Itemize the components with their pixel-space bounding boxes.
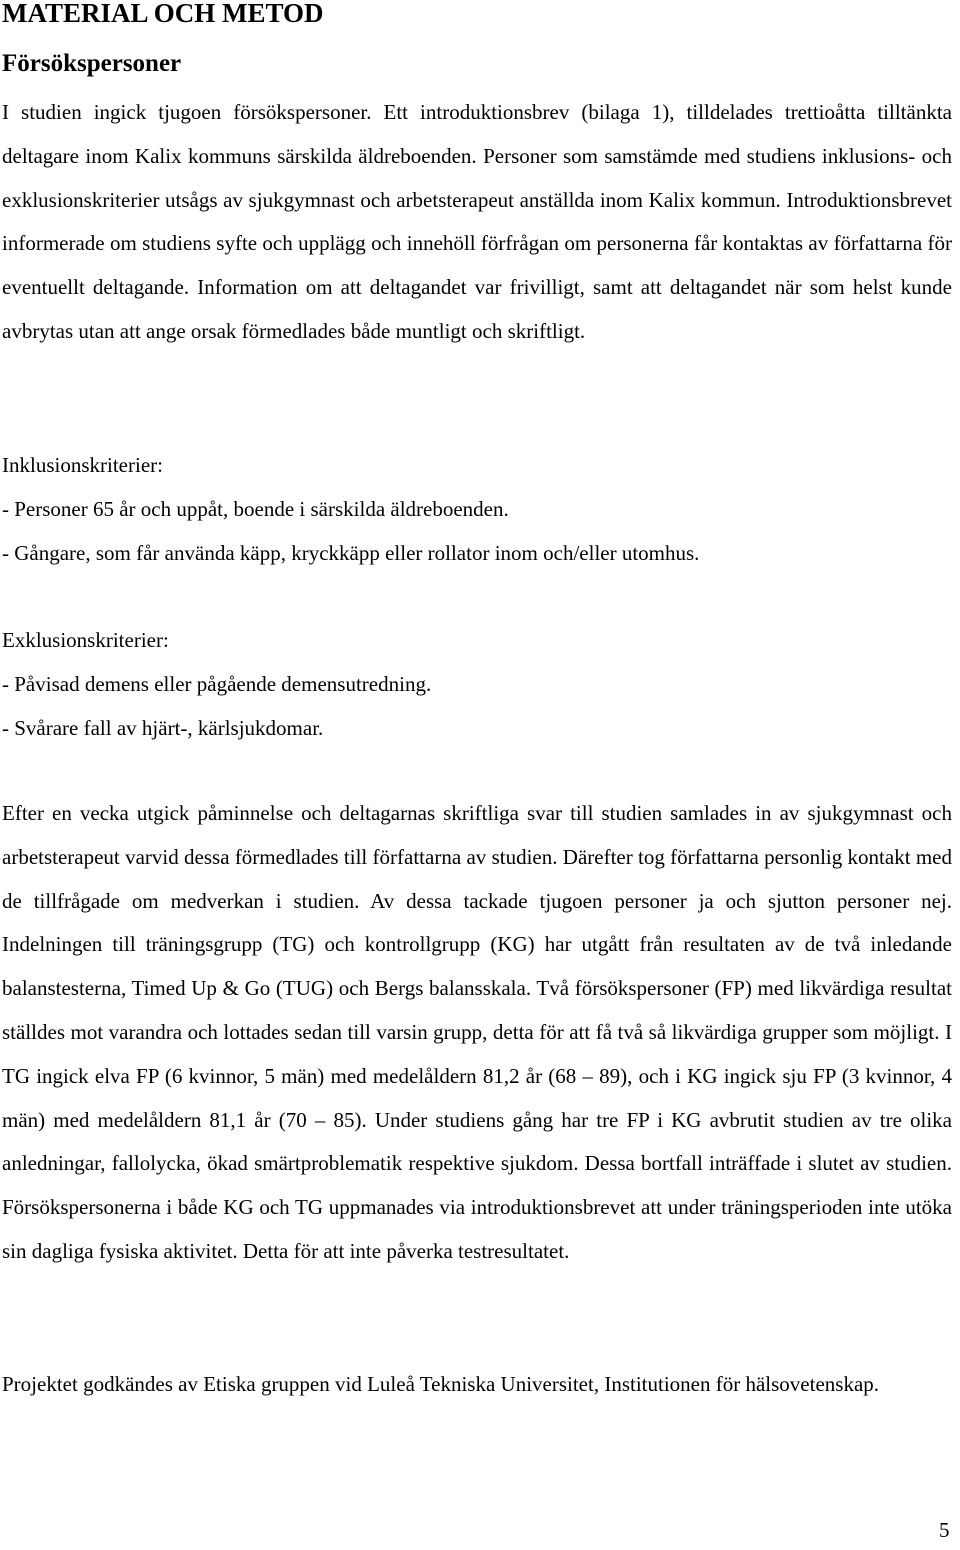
exclusion-criterion: - Svårare fall av hjärt-, kärlsjukdomar. xyxy=(2,716,324,740)
ethics-paragraph: Projektet godkändes av Etiska gruppen vid Luleå Tekniska Universitet, Institutionen för hälsovetenskap. xyxy=(2,1372,880,1396)
procedure-paragraph: Efter en vecka utgick påminnelse och deltagarnas skriftliga svar till studien samlades in av sjukgymnast och arbetsterapeut varvid dessa förmedlades till författarna av studien. Därefter tog författarna personlig kontakt med de tillfrågade om medverkan i studien. Av dessa tackade tjugoen personer ja och sjutton personer nej. Indelningen till träningsgrupp (TG) och kontrollgrupp (KG) har utgått från resultaten av de två inledande balanstesterna, Timed Up & Go (TUG) och Bergs balansskala. Två försökspersoner (FP) med likvärdiga resultat ställdes mot varandra och lottades sedan till varsin grupp, detta för att få två så likvärdiga grupper som möjligt. I TG ingick elva FP (6 kvinnor, 5 män) med medelåldern 81,2 år (68 – 89), och i KG ingick sju FP (3 kvinnor, 4 män) med medelåldern 81,1 år (70 – 85). Under studiens gång har tre FP i KG avbrutit studien av tre olika anledningar, fallolycka, ökad smärtproblematik respektive sjukdom. Dessa bortfall inträffade i slutet av studien. Försökspersonerna i både KG och TG uppmanades via introduktionsbrevet att under träningsperioden inte utöka sin dagliga fysiska aktivitet. Detta för att inte påverka testresultatet. xyxy=(2,801,952,1263)
inclusion-criterion: - Personer 65 år och uppåt, boende i särskilda äldreboenden. xyxy=(2,497,509,521)
inclusion-criteria-title: Inklusionskriterier: xyxy=(2,453,163,477)
exclusion-criteria-list xyxy=(2,662,431,750)
intro-paragraph: I studien ingick tjugoen försökspersoner. Ett introduktionsbrev (bilaga 1), tilldelades trettioåtta tilltänkta deltagare inom Kalix kommuns särskilda äldreboenden. Personer som samstämde med studiens inklusions- och exklusionskriterier utsågs av sjukgymnast och arbetsterapeut anställda inom Kalix kommun. Introduktionsbrevet informerade om studiens syfte och upplägg och innehöll förfrågan om personerna får kontaktas av författarna för eventuellt deltagande. Information om att deltagandet var frivilligt, samt att deltagandet när som helst kunde avbrytas utan att ange orsak förmedlades både muntligt och skriftligt. xyxy=(2,100,952,343)
inclusion-criterion: - Gångare, som får använda käpp, kryckkäpp eller rollator inom och/eller utomhus. xyxy=(2,541,700,565)
page-number: 5 xyxy=(939,1518,950,1542)
exclusion-criterion: - Påvisad demens eller pågående demensutredning. xyxy=(2,672,432,696)
section-heading: MATERIAL OCH METOD xyxy=(2,0,324,28)
exclusion-criteria-title: Exklusionskriterier: xyxy=(2,628,169,652)
inclusion-criteria-list xyxy=(2,487,699,575)
subsection-heading: Försökspersoner xyxy=(2,50,182,77)
